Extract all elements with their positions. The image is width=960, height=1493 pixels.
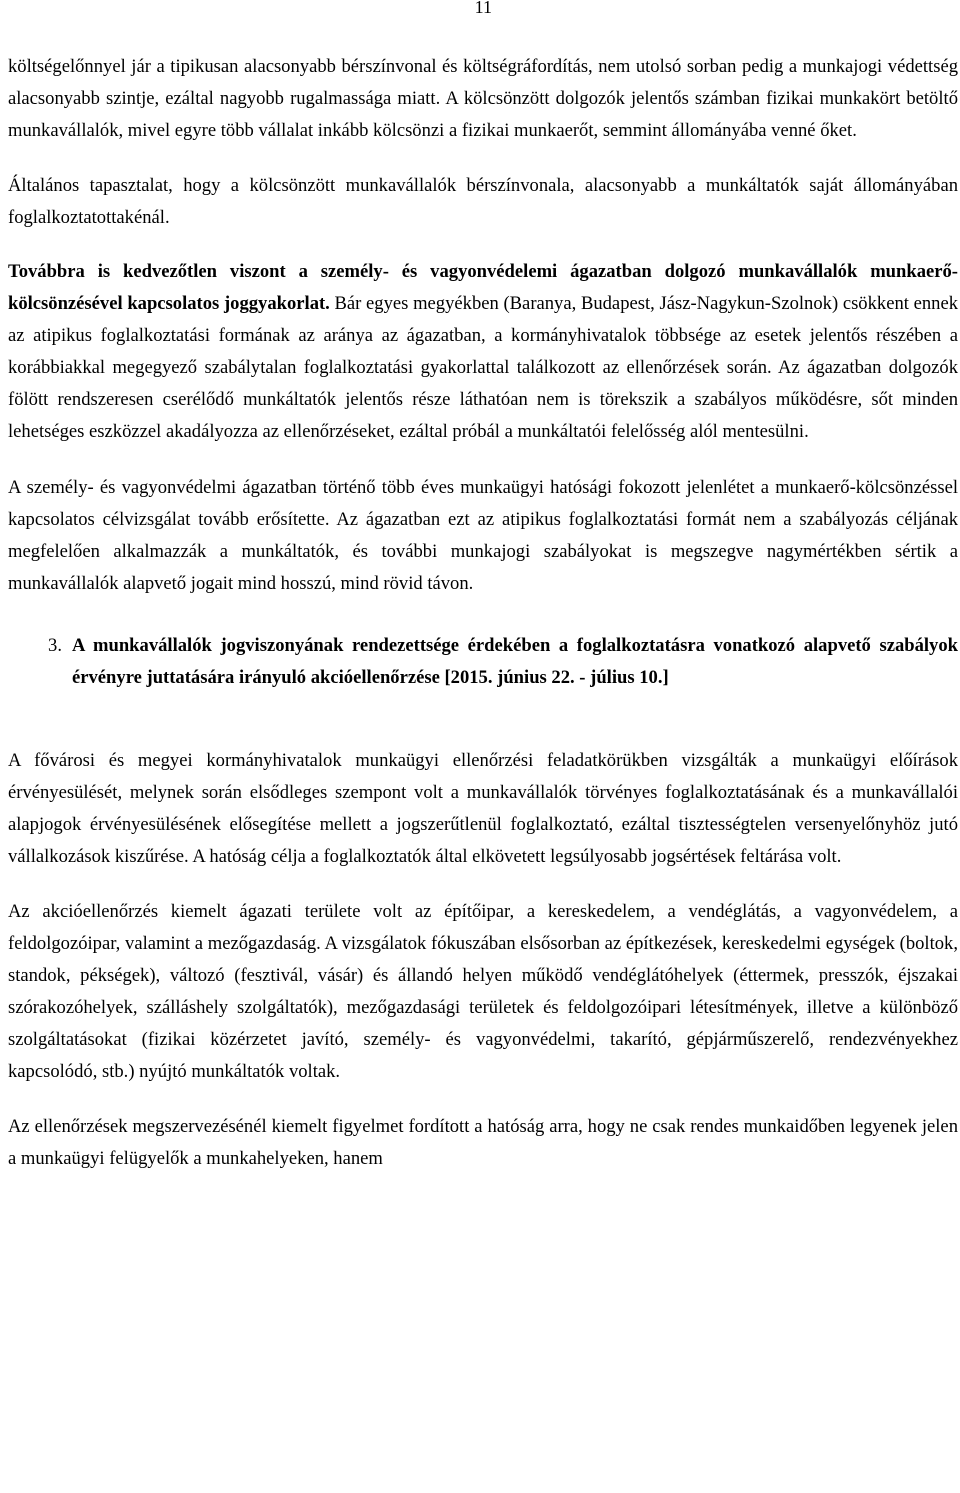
section-heading (8, 630, 958, 694)
section-heading-text: A munkavállalók jogviszonyának rendezettsége érdekében a foglalkoztatásra vonatkozó alapvető szabályok érvényre juttatására irányuló akcióellenőrzése [2015. június 22. - július 10.] (72, 635, 958, 688)
paragraph-5: A fővárosi és megyei kormányhivatalok munkaügyi ellenőrzési feladatkörükben vizsgálták a munkaügyi előírások érvényesülését, melynek során elsődleges szempont volt a munkavállalók törvényes foglalkoztatásának és a munkavállalói alapjogok érvényesülésének elősegítése mellett a jogszerűtlenül foglalkoztató, ezáltal tisztességtelen versenyelőnyhöz jutó vállalkozások kiszűrése. A hatóság célja a foglalkoztatók által elkövetett legsúlyosabb jogsértések feltárása volt. (8, 750, 958, 867)
paragraph-7: Az ellenőrzések megszervezésénél kiemelt figyelmet fordított a hatóság arra, hogy ne csak rendes munkaidőben legyenek jelen a munkaügyi felügyelők a munkahelyeken, hanem (8, 1116, 958, 1169)
paragraph-3-bold-lead: Továbbra is kedvezőtlen viszont a személy- és vagyonvédelemi ágazatban dolgozó munkavállalók munkaerő-kölcsönzésével kapcsolatos joggyakorlat. (8, 261, 958, 314)
paragraph-1: költségelőnnyel jár a tipikusan alacsonyabb bérszínvonal és költségráfordítás, nem utolsó sorban pedig a munkajogi védettség alacsonyabb szintje, ezáltal nagyobb rugalmassága miatt. A kölcsönzött dolgozók jelentős számban fizikai munkakört betöltő munkavállalók, mivel egyre több vállalat inkább kölcsönzi a fizikai munkaerőt, semmint állományába venné őket. (8, 56, 958, 141)
document-body (8, 51, 958, 1200)
paragraph-6: Az akcióellenőrzés kiemelt ágazati területe volt az építőipar, a kereskedelem, a vendéglátás, a vagyonvédelem, a feldolgozóipar, valamint a mezőgazdaság. A vizsgálatok fókuszában elsősorban az építkezések, kereskedelmi egységek (boltok, standok, pékségek), változó (fesztivál, vásár) és állandó helyen működő vendéglátóhelyek (éttermek, presszók, éjszakai szórakozóhelyek, szálláshely szolgáltatók), mezőgazdasági területek és feldolgozóipari létesítmények, illetve a különböző szolgáltatásokat (fizikai közérzetet javító, személy- és vagyonvédelmi, takarító, gépjárműszerelő, rendezvényekhez kapcsolódó, stb.) nyújtó munkáltatók voltak. (8, 901, 958, 1082)
paragraph-2: Általános tapasztalat, hogy a kölcsönzött munkavállalók bérszínvonala, alacsonyabb a munkáltatók saját állományában foglalkoztatottakénál. (8, 175, 958, 228)
paragraph-4: A személy- és vagyonvédelmi ágazatban történő több éves munkaügyi hatósági fokozott jelenlétet a munkaerő-kölcsönzéssel kapcsolatos célvizsgálat tovább erősítette. Az ágazatban ezt az atipikus foglalkoztatási formát nem a szabályozás céljának megfelelően alkalmazzák a munkáltatók, és további munkajogi szabályokat is megszegve nagymértékben sértik a munkavállalók alapvető jogait mind hosszú, mind rövid távon. (8, 477, 958, 594)
section-heading-number: 3. (48, 635, 62, 656)
page-number: 11 (474, 0, 492, 17)
paragraph-3-rest: Bár egyes megyékben (Baranya, Budapest, Jász-Nagykun-Szolnok) csökkent ennek az atipikus foglalkoztatási formának az aránya az ágazatban, a kormányhivatalok többsége az esetek jelentős részében a korábbiakkal megegyező szabálytalan foglalkoztatási gyakorlattal találkozott az ellenőrzések során. Az ágazatban dolgozók fölött rendszeresen cserélődő munkáltatók jelentős része láthatóan nem is törekszik a szabályos működésre, sőt minden lehetséges eszközzel akadályozza az ellenőrzéseket, ezáltal próbál a munkáltatói felelősség alól mentesülni. (8, 293, 958, 442)
paragraph-3 (8, 256, 958, 448)
